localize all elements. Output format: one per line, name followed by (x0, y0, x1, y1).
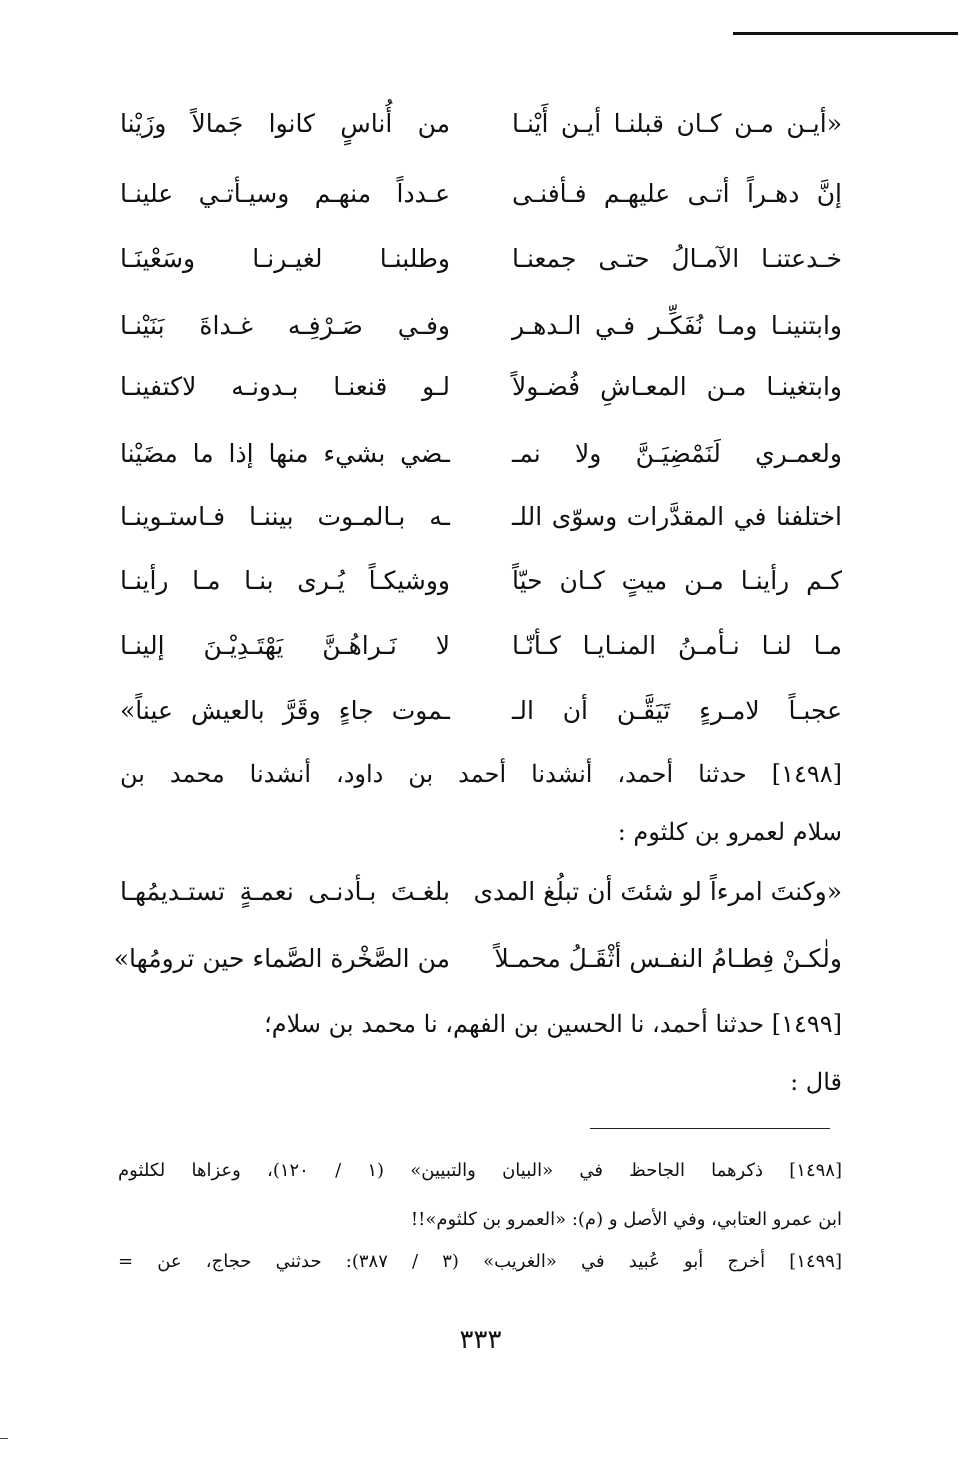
footnote-separator (590, 1128, 830, 1129)
verse-first-hemistich: وابتنينـا ومـا نُفَكِّـر فـي الـدهـر (512, 311, 842, 340)
poem-verse (120, 235, 842, 283)
verse-second-hemistich: عـدداً منهـم وسيـأتـي علينـا (120, 179, 450, 208)
entry-1498-line: سلام لعمرو بن كلثوم : (617, 818, 842, 846)
verse-first-hemistich: «أيـن مـن كـان قبلنـا أيـن أَيْنـا (512, 109, 842, 138)
poem-verse (120, 622, 842, 670)
verse-first-hemistich: مـا لنـا نـأمـنُ المنـايـا كـأنّـا (512, 631, 842, 660)
verse-first-hemistich: كـم رأينـا مـن ميتٍ كـان حيّاً (512, 566, 842, 595)
poem-verse (120, 687, 842, 735)
poem-verse (120, 430, 842, 478)
verse-first-hemistich: خـدعتنـا الآمـالُ حتـى جمعنـا (512, 244, 842, 273)
verse-second-hemistich: وفـي صَـرْفِـه غـداةَ بَنَيْنـا (120, 311, 450, 340)
verse-second-hemistich: ـضي بشيء منها إذا ما مضَيْنا (120, 439, 450, 468)
entry-1499-line: قال : (790, 1068, 842, 1096)
poem-verse (120, 100, 842, 148)
verse-second-hemistich: وطلبنـا لغيـرنـا وسَعْينَـا (120, 244, 450, 273)
verse-second-hemistich: من الصَّخْرة الصَّماء حين ترومُها» (113, 944, 450, 973)
verse-first-hemistich: عجبـاً لامـرءٍ تَيَقَّـن أن الـ (512, 696, 842, 725)
entry-1499-line: [١٤٩٩] حدثنا أحمد، نا الحسين بن الفهم، نا محمد بن سلام؛ (264, 1010, 842, 1038)
poem-verse (120, 170, 842, 218)
poem-verse (120, 493, 842, 541)
page-number: ٣٣٣ (459, 1325, 502, 1355)
footnote-1498: [١٤٩٨] ذكرهما الجاحظ في «البيان والتبيين» (١ / ١٢٠)، وعزاها لكلثوم (118, 1160, 842, 1181)
footnote-1498-continued: ابن عمرو العتابي، وفي الأصل و (م): «العمرو بن كلثوم»!! (410, 1209, 842, 1230)
verse-second-hemistich: ـه بـالمـوت بيننـا فـاستـوينـا (120, 502, 450, 531)
verse-first-hemistich: «وكنتَ امرءاً لو شئتَ أن تبلُغ المدى (473, 877, 842, 906)
verse-first-hemistich: ولٰكـنْ فِطـامُ النفـس أثْقَـلُ محمـلاً (494, 944, 842, 973)
verse-second-hemistich: لـو قنعنـا بـدونـه لاكتفينـا (120, 372, 450, 401)
verse-second-hemistich: بلغـتَ بـأدنـى نعمـةٍ تستـديمُهـا (120, 877, 450, 906)
verse-first-hemistich: اختلفنا في المقدَّرات وسوّى اللـ (512, 502, 842, 531)
poem-verse (120, 868, 842, 916)
poem-verse (120, 302, 842, 350)
verse-second-hemistich: من أُناسٍ كانوا جَمالاً وزَيْنا (120, 109, 450, 138)
verse-first-hemistich: إنَّ دهـراً أتـى عليهـم فـأفنـى (512, 179, 842, 208)
entry-1498-line: [١٤٩٨] حدثنا أحمد، أنشدنا أحمد بن داود، أنشدنا محمد بن (120, 760, 842, 788)
verse-first-hemistich: ولعمـري لَنَمْضِيَـنَّ ولا نمـ (512, 439, 842, 468)
verse-second-hemistich: ووشيكـاً يُـرى بنـا مـا رأينـا (120, 566, 450, 595)
poem-verse (120, 363, 842, 411)
verse-second-hemistich: ـموت جاءٍ وقَرَّ بالعيش عيناً» (120, 696, 450, 725)
verse-second-hemistich: لا نَـراهُـنَّ يَهْتَـدِيْـنَ إلينـا (120, 631, 450, 660)
poem-verse (120, 557, 842, 605)
footnote-1499: [١٤٩٩] أخرج أبو عُبيد في «الغريب» (٣ / ٣٨٧): حدثني حجاج، عن = (118, 1251, 842, 1272)
poem-verse (113, 935, 842, 983)
verse-first-hemistich: وابتغينـا مـن المعـاشِ فُضـولاً (512, 372, 842, 401)
